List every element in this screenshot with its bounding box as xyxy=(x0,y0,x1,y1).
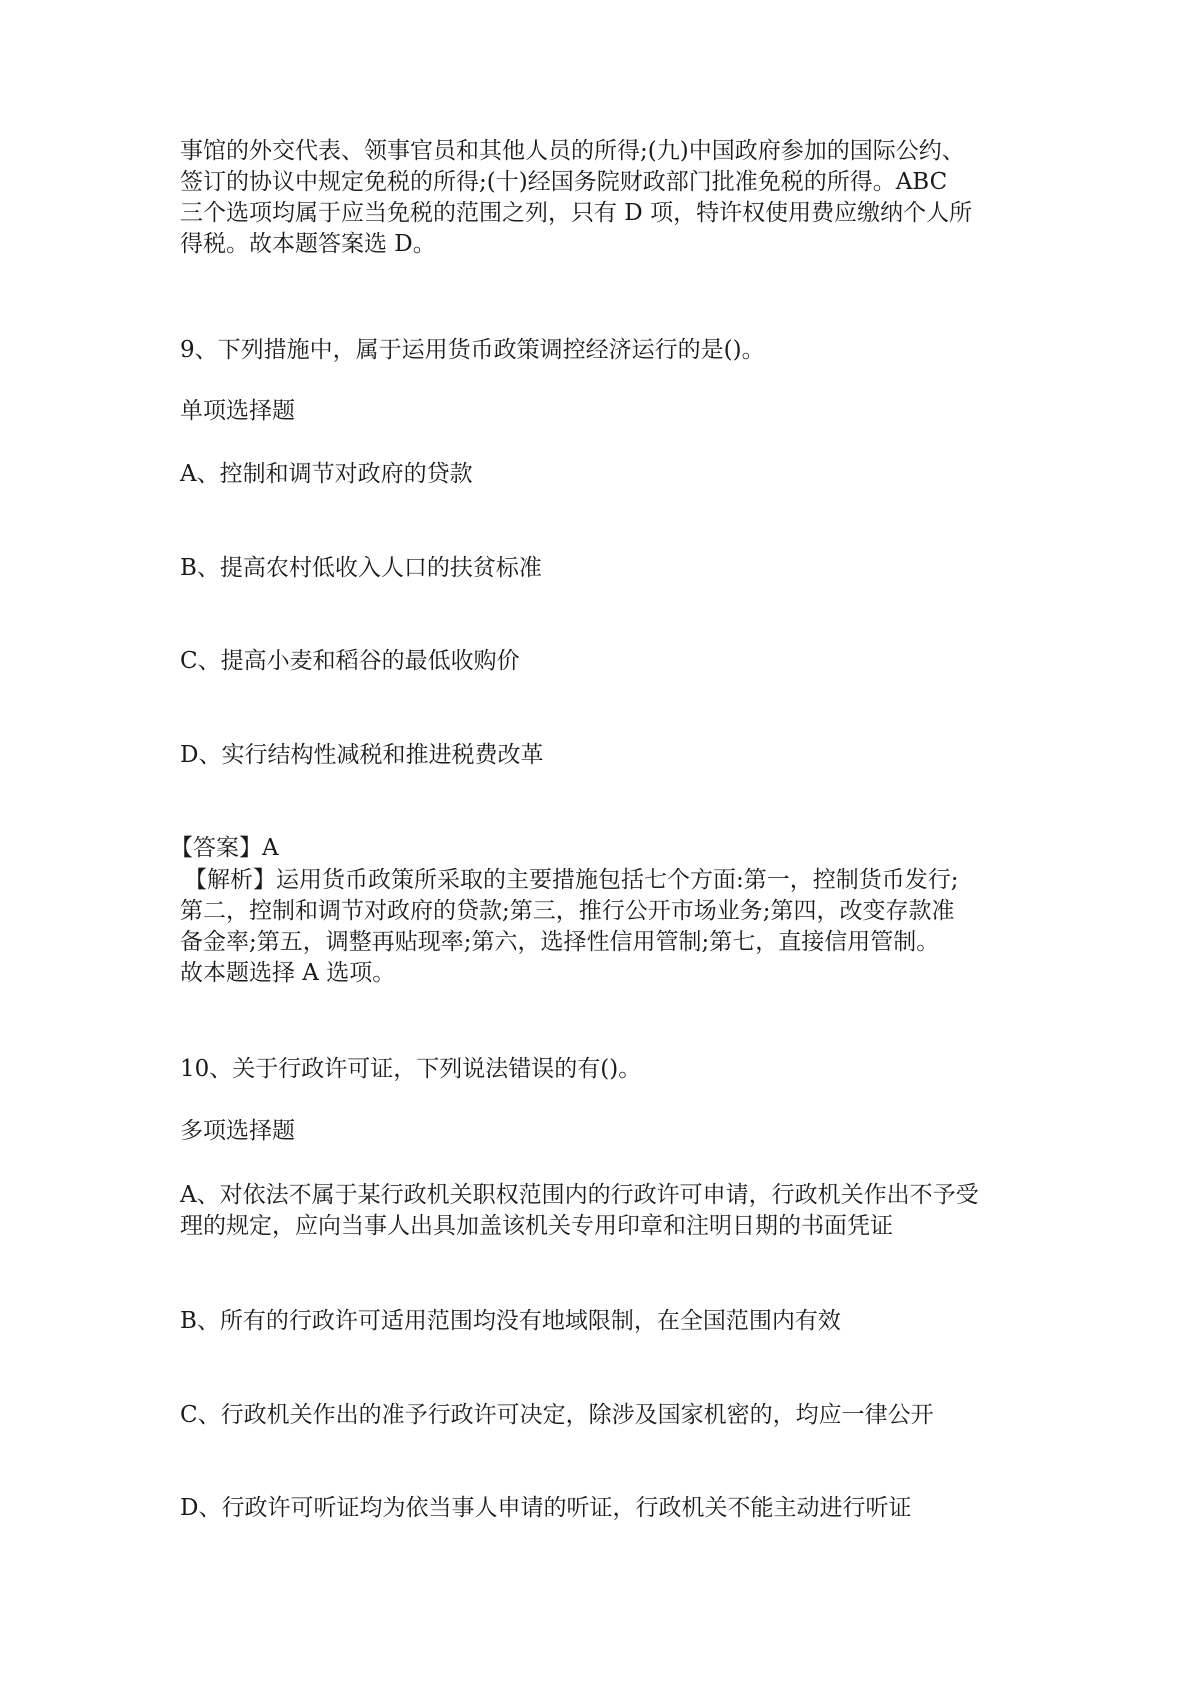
question-10-type: 多项选择题 xyxy=(180,1118,295,1144)
previous-explanation-line: 三个选项均属于应当免税的范围之列，只有 D 项，特许权使用费应缴纳个人所 xyxy=(180,200,973,226)
question-10-option-c: C、行政机关作出的准予行政许可决定，除涉及国家机密的，均应一律公开 xyxy=(180,1402,934,1428)
question-9-analysis xyxy=(180,865,1020,989)
question-9-analysis-line: 故本题选择 A 选项。 xyxy=(180,960,396,986)
previous-explanation-line: 得税。故本题答案选 D。 xyxy=(180,231,436,257)
question-10-option-a-line: 理的规定，应向当事人出具加盖该机关专用印章和注明日期的书面凭证 xyxy=(180,1213,893,1239)
question-9-type: 单项选择题 xyxy=(180,398,295,424)
question-9-analysis-line: 第二，控制和调节对政府的贷款;第三，推行公开市场业务;第四，改变存款准 xyxy=(180,898,955,924)
question-9-text: 9、下列措施中，属于运用货币政策调控经济运行的是()。 xyxy=(180,337,765,363)
question-10-option-d: D、行政许可听证均为依当事人申请的听证，行政机关不能主动进行听证 xyxy=(180,1495,912,1521)
question-10-option-b: B、所有的行政许可适用范围均没有地域限制，在全国范围内有效 xyxy=(180,1308,841,1334)
question-10-option-a-line: A、对依法不属于某行政机关职权范围内的行政许可申请，行政机关作出不予受 xyxy=(180,1182,979,1208)
previous-explanation-line: 事馆的外交代表、领事官员和其他人员的所得;(九)中国政府参加的国际公约、 xyxy=(180,138,965,164)
question-9-analysis-line: 【解析】运用货币政策所采取的主要措施包括七个方面:第一，控制货币发行; xyxy=(184,867,959,893)
question-9-option-d: D、实行结构性减税和推进税费改革 xyxy=(180,742,544,768)
question-9-option-a: A、控制和调节对政府的贷款 xyxy=(180,461,473,487)
previous-explanation-line: 签订的协议中规定免税的所得;(十)经国务院财政部门批准免税的所得。ABC xyxy=(180,169,948,195)
question-9-answer: 【答案】A xyxy=(170,835,279,861)
question-9-analysis-line: 备金率;第五，调整再贴现率;第六，选择性信用管制;第七，直接信用管制。 xyxy=(180,929,940,955)
question-10-text: 10、关于行政许可证，下列说法错误的有()。 xyxy=(180,1056,642,1082)
question-10-option-a xyxy=(180,1180,1020,1242)
previous-explanation xyxy=(180,136,1020,260)
question-9-option-b: B、提高农村低收入人口的扶贫标准 xyxy=(180,555,542,581)
question-9-option-c: C、提高小麦和稻谷的最低收购价 xyxy=(180,648,520,674)
